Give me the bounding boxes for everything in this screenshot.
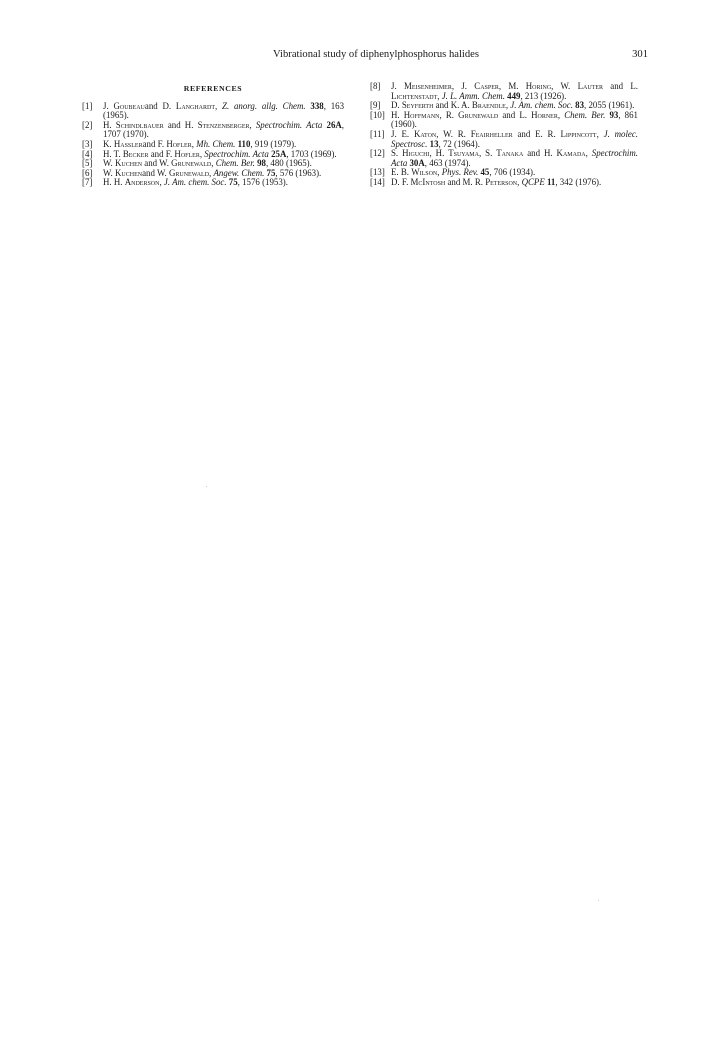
reference-number: [10] (370, 109, 385, 120)
reference-fragment: , (437, 167, 442, 178)
reference-fragment: 25A (271, 148, 287, 159)
reference-fragment: 45 (480, 167, 490, 178)
reference-fragment: and W. (142, 167, 169, 178)
reference-fragment: and M. R. (445, 176, 486, 187)
scan-speck (206, 486, 207, 487)
reference-fragment: K. Hassler (103, 138, 143, 149)
reference-fragment: , J. (451, 81, 475, 91)
reference-fragment: , 706 (1934). (489, 167, 536, 178)
reference-fragment: Kamada (556, 148, 586, 159)
reference-fragment: Hofler (166, 138, 192, 149)
reference-fragment: , (159, 177, 164, 188)
reference-fragment: Meisenheimer (403, 81, 452, 91)
reference-fragment: Braendle (471, 100, 506, 111)
reference-fragment: and E. R. (512, 128, 561, 139)
reference-fragment: Kuchen (115, 158, 143, 169)
reference-fragment: Feairheller (470, 128, 513, 139)
reference-fragment: , (585, 148, 592, 159)
reference-fragment: J. Am. chem. Soc. (163, 177, 227, 188)
reference-fragment: J. Am. chem. Soc. (510, 100, 573, 111)
reference-fragment: , W. R. (436, 128, 471, 139)
reference-fragment: 338 (310, 100, 324, 111)
reference-entry (82, 121, 344, 140)
reference-fragment: Langhardt (175, 100, 215, 111)
reference-fragment: Tanaka (496, 148, 524, 159)
reference-entry (370, 149, 638, 168)
reference-text (391, 130, 638, 149)
reference-fragment: and L. (602, 81, 638, 91)
reference-text (391, 82, 638, 101)
reference-fragment: Phys. Rev. (441, 167, 479, 178)
reference-entry (82, 178, 344, 188)
reference-fragment: H. T. (103, 148, 123, 159)
reference-fragment: , 342 (1976). (555, 176, 602, 187)
reference-fragment: Horing (525, 81, 552, 91)
reference-fragment: J. E. (391, 128, 414, 139)
reference-entry (370, 111, 638, 130)
reference-fragment: 75 (266, 167, 276, 178)
reference-fragment: , H. (429, 148, 449, 159)
reference-fragment: , 1703 (1969). (286, 148, 337, 159)
reference-fragment: , 2055 (1961). (584, 100, 635, 111)
reference-number: [14] (370, 176, 385, 187)
reference-fragment: 13 (429, 138, 439, 149)
reference-fragment: , (211, 158, 216, 169)
reference-number: [5] (82, 158, 93, 169)
reference-fragment: Chem. Ber. (564, 109, 606, 120)
page-number: 301 (632, 49, 648, 60)
reference-entry (370, 130, 638, 149)
reference-fragment: 98 (257, 158, 266, 169)
reference-fragment: 30A (409, 157, 425, 168)
reference-fragment: , 861 (1960). (391, 109, 638, 130)
reference-list-right (370, 82, 638, 188)
reference-fragment: Stenzenberger (197, 119, 250, 130)
reference-entry (370, 82, 638, 101)
reference-fragment: Horner (531, 109, 558, 120)
running-title: Vibrational study of diphenylphosphorus halides (273, 49, 479, 60)
reference-fragment: , 463 (1974). (424, 157, 471, 168)
reference-fragment: Higuchi (402, 148, 430, 159)
reference-list-left (82, 102, 344, 188)
reference-fragment: and W. (142, 158, 172, 169)
references-column-right (370, 82, 638, 188)
reference-fragment: Seyferth (401, 100, 434, 111)
reference-fragment: , (191, 138, 197, 149)
reference-text (391, 111, 638, 130)
reference-fragment: , R. (439, 109, 459, 120)
reference-fragment: Mh. Chem. (196, 138, 236, 149)
reference-number: [3] (82, 138, 93, 149)
reference-fragment: J. (391, 81, 404, 91)
reference-fragment: Peterson (485, 176, 518, 187)
reference-fragment: Grunewald (171, 158, 212, 169)
reference-fragment: , 1707 (1970). (103, 119, 345, 140)
reference-entry (82, 102, 344, 121)
references-heading: REFERENCES (183, 84, 243, 93)
reference-fragment: 75 (228, 177, 238, 188)
reference-number: [13] (370, 167, 385, 178)
reference-number: [4] (82, 148, 93, 159)
reference-fragment: , (209, 167, 214, 178)
reference-fragment: D. F. (391, 176, 411, 187)
reference-number: [11] (370, 128, 385, 139)
reference-fragment: and F. (148, 148, 175, 159)
reference-fragment: Wilson (411, 167, 438, 178)
reference-fragment: , 163 (1965). (103, 100, 345, 121)
reference-fragment: Angew. Chem. (213, 167, 265, 178)
reference-fragment: Katon (413, 128, 437, 139)
reference-fragment: Grunewald (168, 167, 210, 178)
reference-fragment: , 213 (1926). (520, 90, 567, 101)
reference-fragment: D. (391, 100, 402, 111)
reference-text (103, 178, 344, 188)
reference-fragment: 26A (326, 119, 342, 130)
reference-fragment: Spectrochim. Acta (204, 148, 269, 159)
reference-fragment: and H. (523, 148, 557, 159)
reference-fragment: QCPE (521, 176, 545, 187)
reference-fragment: Chem. Ber. (215, 158, 255, 169)
reference-fragment: , 480 (1965). (265, 158, 312, 169)
reference-fragment: E. B. (391, 167, 412, 178)
reference-fragment: , (596, 128, 604, 139)
reference-fragment: , W. (551, 81, 578, 91)
reference-fragment: , (437, 90, 442, 101)
reference-fragment: , M. (498, 81, 526, 91)
reference-fragment: , (215, 100, 223, 111)
reference-fragment: 11 (546, 176, 556, 187)
reference-fragment: , (557, 109, 565, 120)
reference-fragment: , (249, 119, 256, 130)
reference-number: [12] (370, 148, 385, 159)
reference-fragment: 93 (609, 109, 619, 120)
reference-text (103, 121, 344, 140)
reference-fragment: Lippincott (560, 128, 597, 139)
reference-number: [1] (82, 100, 93, 111)
reference-number: [8] (370, 81, 381, 91)
running-header (104, 49, 648, 65)
reference-fragment: Spectrochim. Acta (255, 119, 323, 130)
reference-fragment: Lichtenstadt (391, 90, 438, 101)
reference-fragment: Kuchen (115, 167, 143, 178)
reference-fragment: Schindlbauer (115, 119, 164, 130)
reference-fragment: H. (391, 109, 404, 120)
reference-fragment: Casper (474, 81, 499, 91)
reference-number: [6] (82, 167, 93, 178)
reference-fragment: , (505, 100, 511, 111)
reference-fragment: Tsuyama (448, 148, 479, 159)
reference-fragment: McIntosh (410, 176, 446, 187)
reference-fragment: Lauter (577, 81, 603, 91)
reference-fragment: 110 (237, 138, 251, 149)
reference-text (391, 149, 638, 168)
reference-fragment: and K. A. (433, 100, 472, 111)
reference-fragment: Spectrochim. Acta (391, 148, 639, 168)
reference-fragment: H. (103, 119, 116, 130)
reference-fragment: , 919 (1979). (250, 138, 297, 149)
reference-fragment: J. molec. Spectrosc. (391, 128, 639, 149)
reference-fragment: and H. (163, 119, 198, 130)
reference-text (103, 102, 344, 121)
reference-fragment: and L. (498, 109, 532, 120)
references-column-left (82, 78, 344, 188)
reference-number: [7] (82, 177, 93, 188)
reference-fragment: H. H. (103, 177, 125, 188)
reference-number: [9] (370, 100, 381, 111)
reference-fragment: W. (103, 158, 115, 169)
reference-fragment: Becker (122, 148, 149, 159)
reference-number: [2] (82, 119, 93, 130)
reference-text (391, 178, 638, 188)
reference-fragment: , 576 (1963). (275, 167, 322, 178)
reference-fragment: , S. (478, 148, 497, 159)
reference-fragment: Hoffmann (403, 109, 440, 120)
reference-fragment: , (199, 148, 205, 159)
reference-fragment: Hofler (174, 148, 200, 159)
reference-fragment: , 72 (1964). (438, 138, 480, 149)
reference-entry (370, 178, 638, 188)
reference-fragment: W. (103, 167, 115, 178)
reference-fragment: Z. anorg. allg. Chem. (222, 100, 306, 111)
reference-fragment: S. (391, 148, 403, 159)
scan-speck (598, 900, 599, 901)
reference-fragment: Anderson (124, 177, 160, 188)
reference-fragment: Grunewald (458, 109, 499, 120)
reference-fragment: and D. (144, 100, 176, 111)
reference-fragment: and F. (142, 138, 167, 149)
reference-fragment: , (517, 176, 522, 187)
reference-fragment: 449 (507, 90, 521, 101)
reference-fragment: 83 (575, 100, 585, 111)
reference-fragment: J. L. Amm. Chem. (441, 90, 505, 101)
reference-fragment: J. Goubeau (103, 100, 145, 111)
reference-fragment: , 1576 (1953). (237, 177, 288, 188)
